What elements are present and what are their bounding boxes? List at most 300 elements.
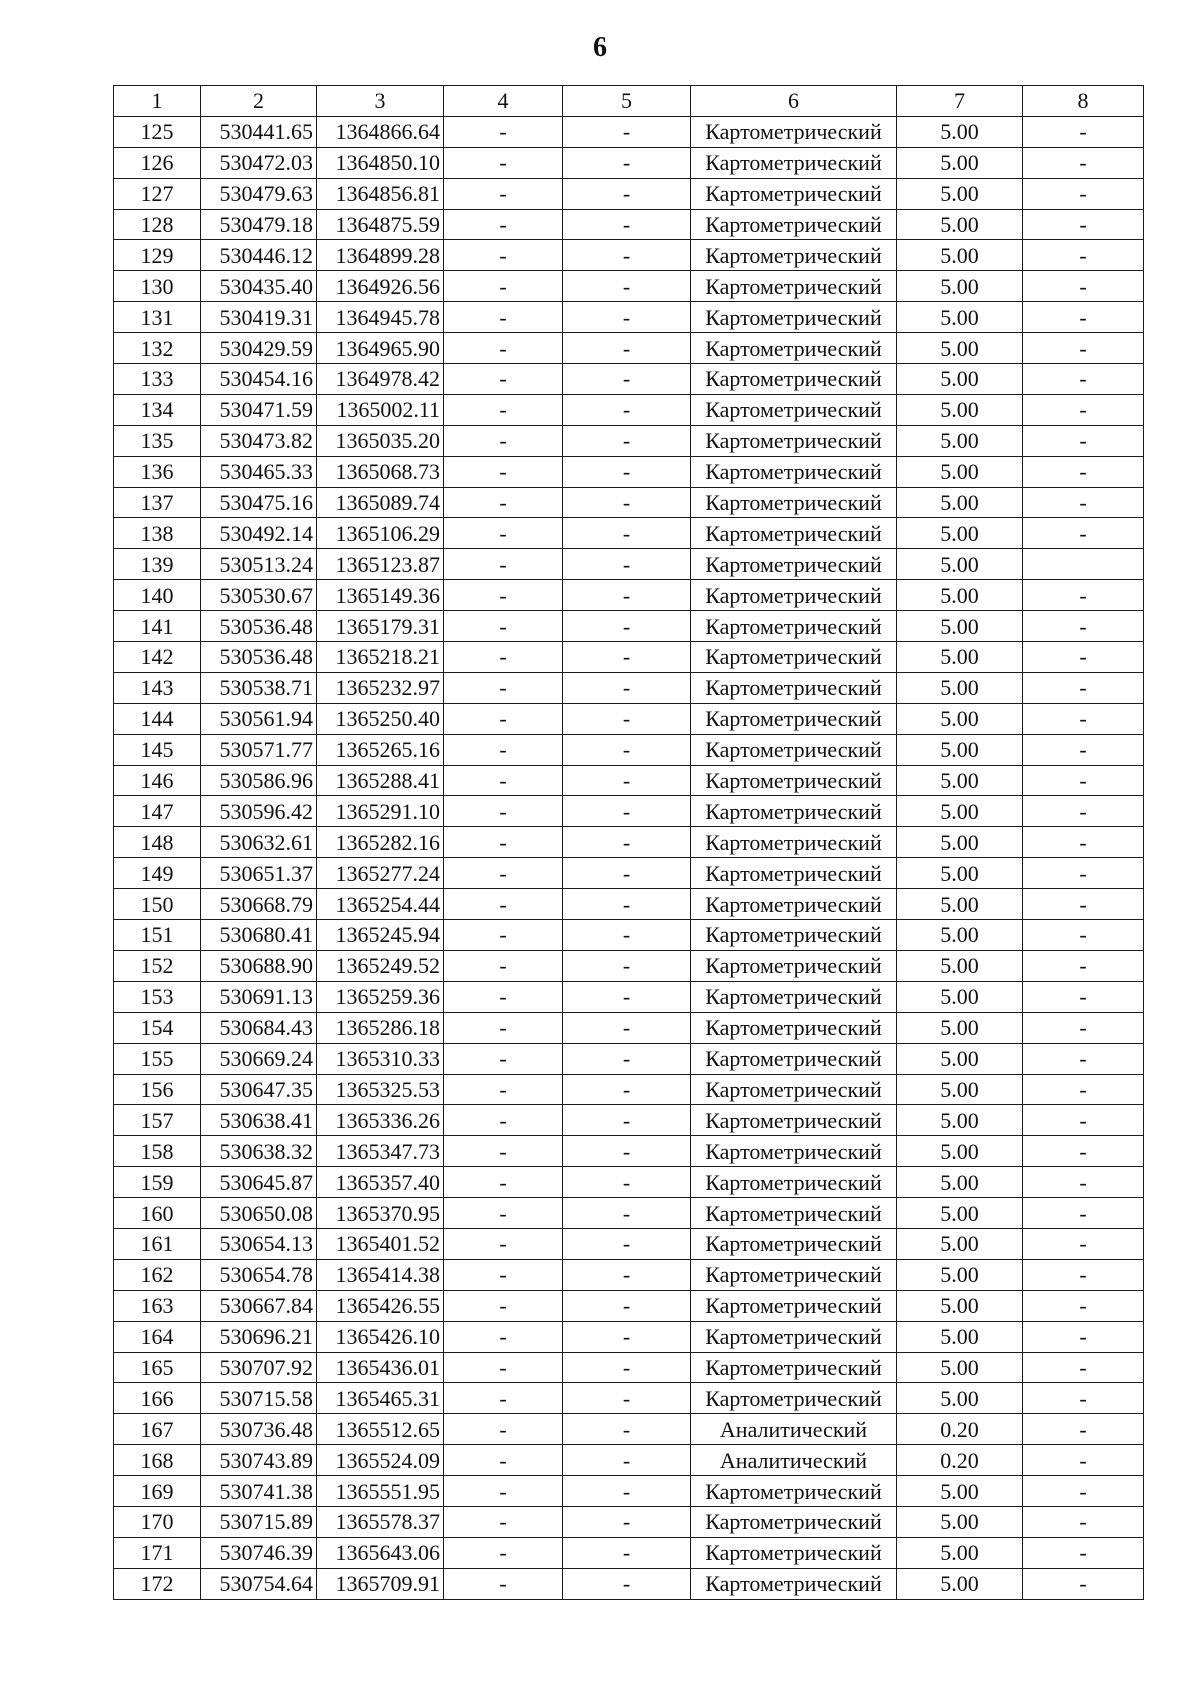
column-5-cell: - — [563, 1537, 691, 1568]
table-row — [114, 1476, 1144, 1507]
y-coordinate-cell: 1365254.44 — [317, 889, 444, 920]
method-cell: Картометрический — [691, 178, 897, 209]
column-8-cell: - — [1023, 1476, 1144, 1507]
x-coordinate-cell: 530654.13 — [201, 1228, 317, 1259]
column-header: 6 — [691, 86, 897, 117]
column-8-cell: - — [1023, 889, 1144, 920]
x-coordinate-cell: 530654.78 — [201, 1259, 317, 1290]
column-8-cell: - — [1023, 1198, 1144, 1229]
y-coordinate-cell: 1364965.90 — [317, 333, 444, 364]
column-4-cell: - — [444, 796, 563, 827]
table-row — [114, 425, 1144, 456]
point-number-cell: 163 — [114, 1290, 201, 1321]
y-coordinate-cell: 1365288.41 — [317, 765, 444, 796]
accuracy-cell: 5.00 — [897, 703, 1023, 734]
method-cell: Картометрический — [691, 580, 897, 611]
column-5-cell: - — [563, 1445, 691, 1476]
x-coordinate-cell: 530479.18 — [201, 209, 317, 240]
column-4-cell: - — [444, 456, 563, 487]
point-number-cell: 145 — [114, 734, 201, 765]
x-coordinate-cell: 530429.59 — [201, 333, 317, 364]
y-coordinate-cell: 1365068.73 — [317, 456, 444, 487]
column-8-cell: - — [1023, 116, 1144, 147]
accuracy-cell: 5.00 — [897, 549, 1023, 580]
column-5-cell: - — [563, 1352, 691, 1383]
table-row — [114, 950, 1144, 981]
y-coordinate-cell: 1365249.52 — [317, 950, 444, 981]
column-4-cell: - — [444, 1228, 563, 1259]
x-coordinate-cell: 530571.77 — [201, 734, 317, 765]
column-8-cell: - — [1023, 1043, 1144, 1074]
point-number-cell: 165 — [114, 1352, 201, 1383]
column-4-cell: - — [444, 827, 563, 858]
column-4-cell: - — [444, 580, 563, 611]
column-5-cell: - — [563, 1167, 691, 1198]
y-coordinate-cell: 1364866.64 — [317, 116, 444, 147]
column-5-cell: - — [563, 1476, 691, 1507]
column-8-cell: - — [1023, 425, 1144, 456]
point-number-cell: 143 — [114, 672, 201, 703]
y-coordinate-cell: 1365259.36 — [317, 981, 444, 1012]
column-8-cell: - — [1023, 518, 1144, 549]
table-row — [114, 765, 1144, 796]
accuracy-cell: 5.00 — [897, 487, 1023, 518]
column-5-cell: - — [563, 147, 691, 178]
y-coordinate-cell: 1364856.81 — [317, 178, 444, 209]
table-row — [114, 178, 1144, 209]
method-cell: Картометрический — [691, 549, 897, 580]
column-4-cell: - — [444, 950, 563, 981]
point-number-cell: 139 — [114, 549, 201, 580]
column-8-cell: - — [1023, 1012, 1144, 1043]
point-number-cell: 137 — [114, 487, 201, 518]
accuracy-cell: 5.00 — [897, 765, 1023, 796]
column-8-cell: - — [1023, 364, 1144, 395]
point-number-cell: 155 — [114, 1043, 201, 1074]
column-5-cell: - — [563, 116, 691, 147]
method-cell: Картометрический — [691, 703, 897, 734]
x-coordinate-cell: 530446.12 — [201, 240, 317, 271]
column-8-cell: - — [1023, 858, 1144, 889]
table-row — [114, 394, 1144, 425]
x-coordinate-cell: 530741.38 — [201, 1476, 317, 1507]
point-number-cell: 134 — [114, 394, 201, 425]
x-coordinate-cell: 530435.40 — [201, 271, 317, 302]
table-row — [114, 1445, 1144, 1476]
accuracy-cell: 5.00 — [897, 827, 1023, 858]
method-cell: Картометрический — [691, 364, 897, 395]
column-5-cell: - — [563, 827, 691, 858]
column-8-cell: - — [1023, 1259, 1144, 1290]
table-row — [114, 734, 1144, 765]
column-4-cell: - — [444, 1383, 563, 1414]
y-coordinate-cell: 1365286.18 — [317, 1012, 444, 1043]
accuracy-cell: 5.00 — [897, 1043, 1023, 1074]
method-cell: Картометрический — [691, 672, 897, 703]
accuracy-cell: 5.00 — [897, 271, 1023, 302]
column-4-cell: - — [444, 642, 563, 673]
table-row — [114, 1568, 1144, 1599]
table-row — [114, 147, 1144, 178]
x-coordinate-cell: 530668.79 — [201, 889, 317, 920]
x-coordinate-cell: 530475.16 — [201, 487, 317, 518]
column-4-cell: - — [444, 518, 563, 549]
table-row — [114, 580, 1144, 611]
method-cell: Картометрический — [691, 1537, 897, 1568]
table-row — [114, 518, 1144, 549]
x-coordinate-cell: 530707.92 — [201, 1352, 317, 1383]
point-number-cell: 171 — [114, 1537, 201, 1568]
column-8-cell: - — [1023, 950, 1144, 981]
accuracy-cell: 5.00 — [897, 333, 1023, 364]
point-number-cell: 125 — [114, 116, 201, 147]
table-row — [114, 1414, 1144, 1445]
x-coordinate-cell: 530513.24 — [201, 549, 317, 580]
y-coordinate-cell: 1365250.40 — [317, 703, 444, 734]
method-cell: Аналитический — [691, 1414, 897, 1445]
accuracy-cell: 0.20 — [897, 1414, 1023, 1445]
y-coordinate-cell: 1365426.10 — [317, 1321, 444, 1352]
column-4-cell: - — [444, 1352, 563, 1383]
point-number-cell: 169 — [114, 1476, 201, 1507]
x-coordinate-cell: 530530.67 — [201, 580, 317, 611]
y-coordinate-cell: 1365089.74 — [317, 487, 444, 518]
accuracy-cell: 5.00 — [897, 796, 1023, 827]
column-5-cell: - — [563, 364, 691, 395]
method-cell: Картометрический — [691, 858, 897, 889]
accuracy-cell: 5.00 — [897, 1568, 1023, 1599]
method-cell: Картометрический — [691, 116, 897, 147]
table-header-row — [114, 86, 1144, 117]
x-coordinate-cell: 530492.14 — [201, 518, 317, 549]
column-5-cell: - — [563, 858, 691, 889]
column-8-cell: - — [1023, 1445, 1144, 1476]
column-4-cell: - — [444, 1506, 563, 1537]
accuracy-cell: 5.00 — [897, 1537, 1023, 1568]
point-number-cell: 172 — [114, 1568, 201, 1599]
column-8-cell: - — [1023, 580, 1144, 611]
accuracy-cell: 5.00 — [897, 1352, 1023, 1383]
column-5-cell: - — [563, 1228, 691, 1259]
column-5-cell: - — [563, 1290, 691, 1321]
y-coordinate-cell: 1365265.16 — [317, 734, 444, 765]
y-coordinate-cell: 1365232.97 — [317, 672, 444, 703]
method-cell: Картометрический — [691, 518, 897, 549]
column-5-cell: - — [563, 950, 691, 981]
method-cell: Картометрический — [691, 1383, 897, 1414]
y-coordinate-cell: 1365401.52 — [317, 1228, 444, 1259]
accuracy-cell: 5.00 — [897, 889, 1023, 920]
method-cell: Картометрический — [691, 1321, 897, 1352]
x-coordinate-cell: 530638.41 — [201, 1105, 317, 1136]
point-number-cell: 167 — [114, 1414, 201, 1445]
y-coordinate-cell: 1365347.73 — [317, 1136, 444, 1167]
column-8-cell: - — [1023, 302, 1144, 333]
method-cell: Картометрический — [691, 333, 897, 364]
table-row — [114, 611, 1144, 642]
x-coordinate-cell: 530536.48 — [201, 642, 317, 673]
accuracy-cell: 5.00 — [897, 1167, 1023, 1198]
method-cell: Картометрический — [691, 889, 897, 920]
point-number-cell: 159 — [114, 1167, 201, 1198]
column-5-cell: - — [563, 611, 691, 642]
y-coordinate-cell: 1365325.53 — [317, 1074, 444, 1105]
method-cell: Картометрический — [691, 1352, 897, 1383]
column-5-cell: - — [563, 333, 691, 364]
table-row — [114, 1383, 1144, 1414]
point-number-cell: 151 — [114, 920, 201, 951]
column-4-cell: - — [444, 1074, 563, 1105]
x-coordinate-cell: 530538.71 — [201, 672, 317, 703]
method-cell: Картометрический — [691, 456, 897, 487]
accuracy-cell: 5.00 — [897, 1383, 1023, 1414]
method-cell: Картометрический — [691, 796, 897, 827]
method-cell: Картометрический — [691, 487, 897, 518]
column-4-cell: - — [444, 1259, 563, 1290]
y-coordinate-cell: 1364899.28 — [317, 240, 444, 271]
table-row — [114, 549, 1144, 580]
table-row — [114, 827, 1144, 858]
accuracy-cell: 5.00 — [897, 1105, 1023, 1136]
x-coordinate-cell: 530638.32 — [201, 1136, 317, 1167]
method-cell: Аналитический — [691, 1445, 897, 1476]
point-number-cell: 152 — [114, 950, 201, 981]
column-8-cell: - — [1023, 1074, 1144, 1105]
accuracy-cell: 5.00 — [897, 302, 1023, 333]
x-coordinate-cell: 530736.48 — [201, 1414, 317, 1445]
point-number-cell: 130 — [114, 271, 201, 302]
table-row — [114, 209, 1144, 240]
point-number-cell: 142 — [114, 642, 201, 673]
table-body — [114, 116, 1144, 1599]
point-number-cell: 135 — [114, 425, 201, 456]
table-row — [114, 116, 1144, 147]
point-number-cell: 126 — [114, 147, 201, 178]
accuracy-cell: 5.00 — [897, 1012, 1023, 1043]
y-coordinate-cell: 1365512.65 — [317, 1414, 444, 1445]
accuracy-cell: 5.00 — [897, 672, 1023, 703]
y-coordinate-cell: 1365709.91 — [317, 1568, 444, 1599]
column-4-cell: - — [444, 549, 563, 580]
column-4-cell: - — [444, 920, 563, 951]
x-coordinate-cell: 530479.63 — [201, 178, 317, 209]
x-coordinate-cell: 530715.89 — [201, 1506, 317, 1537]
table-row — [114, 858, 1144, 889]
column-8-cell: - — [1023, 920, 1144, 951]
y-coordinate-cell: 1365436.01 — [317, 1352, 444, 1383]
method-cell: Картометрический — [691, 1012, 897, 1043]
column-4-cell: - — [444, 672, 563, 703]
x-coordinate-cell: 530667.84 — [201, 1290, 317, 1321]
column-header: 5 — [563, 86, 691, 117]
x-coordinate-cell: 530715.58 — [201, 1383, 317, 1414]
column-5-cell: - — [563, 672, 691, 703]
point-number-cell: 141 — [114, 611, 201, 642]
column-8-cell: - — [1023, 765, 1144, 796]
column-4-cell: - — [444, 271, 563, 302]
column-4-cell: - — [444, 1105, 563, 1136]
accuracy-cell: 5.00 — [897, 1136, 1023, 1167]
column-4-cell: - — [444, 1568, 563, 1599]
table-row — [114, 1506, 1144, 1537]
point-number-cell: 138 — [114, 518, 201, 549]
column-5-cell: - — [563, 920, 691, 951]
accuracy-cell: 5.00 — [897, 116, 1023, 147]
accuracy-cell: 5.00 — [897, 178, 1023, 209]
method-cell: Картометрический — [691, 1074, 897, 1105]
y-coordinate-cell: 1365370.95 — [317, 1198, 444, 1229]
accuracy-cell: 5.00 — [897, 1259, 1023, 1290]
method-cell: Картометрический — [691, 394, 897, 425]
column-5-cell: - — [563, 1012, 691, 1043]
x-coordinate-cell: 530419.31 — [201, 302, 317, 333]
x-coordinate-cell: 530754.64 — [201, 1568, 317, 1599]
column-4-cell: - — [444, 116, 563, 147]
x-coordinate-cell: 530454.16 — [201, 364, 317, 395]
accuracy-cell: 5.00 — [897, 580, 1023, 611]
method-cell: Картометрический — [691, 209, 897, 240]
column-8-cell: - — [1023, 827, 1144, 858]
accuracy-cell: 5.00 — [897, 920, 1023, 951]
x-coordinate-cell: 530651.37 — [201, 858, 317, 889]
x-coordinate-cell: 530684.43 — [201, 1012, 317, 1043]
method-cell: Картометрический — [691, 1167, 897, 1198]
column-8-cell: - — [1023, 1414, 1144, 1445]
accuracy-cell: 5.00 — [897, 209, 1023, 240]
table-row — [114, 333, 1144, 364]
method-cell: Картометрический — [691, 1105, 897, 1136]
x-coordinate-cell: 530632.61 — [201, 827, 317, 858]
page-number: 6 — [593, 32, 607, 63]
column-4-cell: - — [444, 765, 563, 796]
point-number-cell: 157 — [114, 1105, 201, 1136]
x-coordinate-cell: 530472.03 — [201, 147, 317, 178]
column-header: 1 — [114, 86, 201, 117]
accuracy-cell: 5.00 — [897, 734, 1023, 765]
column-4-cell: - — [444, 734, 563, 765]
column-4-cell: - — [444, 333, 563, 364]
table-row — [114, 1136, 1144, 1167]
accuracy-cell: 5.00 — [897, 425, 1023, 456]
table-row — [114, 889, 1144, 920]
accuracy-cell: 5.00 — [897, 1290, 1023, 1321]
column-8-cell: - — [1023, 1352, 1144, 1383]
table-row — [114, 1259, 1144, 1290]
column-4-cell: - — [444, 487, 563, 518]
y-coordinate-cell: 1365245.94 — [317, 920, 444, 951]
point-number-cell: 154 — [114, 1012, 201, 1043]
column-8-cell: - — [1023, 456, 1144, 487]
x-coordinate-cell: 530471.59 — [201, 394, 317, 425]
table-row — [114, 1043, 1144, 1074]
x-coordinate-cell: 530586.96 — [201, 765, 317, 796]
point-number-cell: 146 — [114, 765, 201, 796]
method-cell: Картометрический — [691, 1259, 897, 1290]
column-4-cell: - — [444, 981, 563, 1012]
x-coordinate-cell: 530596.42 — [201, 796, 317, 827]
column-header: 3 — [317, 86, 444, 117]
y-coordinate-cell: 1364926.56 — [317, 271, 444, 302]
column-5-cell: - — [563, 178, 691, 209]
table-row — [114, 1290, 1144, 1321]
table-row — [114, 1198, 1144, 1229]
column-5-cell: - — [563, 734, 691, 765]
method-cell: Картометрический — [691, 827, 897, 858]
column-5-cell: - — [563, 981, 691, 1012]
column-8-cell: - — [1023, 672, 1144, 703]
table-row — [114, 240, 1144, 271]
column-4-cell: - — [444, 1043, 563, 1074]
method-cell: Картометрический — [691, 1043, 897, 1074]
table-row — [114, 1167, 1144, 1198]
column-8-cell: - — [1023, 1383, 1144, 1414]
point-number-cell: 131 — [114, 302, 201, 333]
column-8-cell: - — [1023, 1321, 1144, 1352]
y-coordinate-cell: 1364945.78 — [317, 302, 444, 333]
column-5-cell: - — [563, 1136, 691, 1167]
x-coordinate-cell: 530473.82 — [201, 425, 317, 456]
x-coordinate-cell: 530746.39 — [201, 1537, 317, 1568]
y-coordinate-cell: 1365035.20 — [317, 425, 444, 456]
x-coordinate-cell: 530647.35 — [201, 1074, 317, 1105]
column-5-cell: - — [563, 1043, 691, 1074]
accuracy-cell: 5.00 — [897, 1198, 1023, 1229]
method-cell: Картометрический — [691, 302, 897, 333]
accuracy-cell: 5.00 — [897, 147, 1023, 178]
column-8-cell: - — [1023, 178, 1144, 209]
method-cell: Картометрический — [691, 611, 897, 642]
table-row — [114, 1537, 1144, 1568]
column-8-cell: - — [1023, 1136, 1144, 1167]
table-row — [114, 1228, 1144, 1259]
column-4-cell: - — [444, 1414, 563, 1445]
column-4-cell: - — [444, 302, 563, 333]
point-number-cell: 150 — [114, 889, 201, 920]
method-cell: Картометрический — [691, 1198, 897, 1229]
method-cell: Картометрический — [691, 642, 897, 673]
point-number-cell: 140 — [114, 580, 201, 611]
column-4-cell: - — [444, 1136, 563, 1167]
column-8-cell: - — [1023, 642, 1144, 673]
column-5-cell: - — [563, 1105, 691, 1136]
method-cell: Картометрический — [691, 271, 897, 302]
accuracy-cell: 5.00 — [897, 364, 1023, 395]
accuracy-cell: 5.00 — [897, 611, 1023, 642]
point-number-cell: 132 — [114, 333, 201, 364]
table-row — [114, 1012, 1144, 1043]
y-coordinate-cell: 1365277.24 — [317, 858, 444, 889]
y-coordinate-cell: 1365465.31 — [317, 1383, 444, 1414]
x-coordinate-cell: 530561.94 — [201, 703, 317, 734]
column-header: 8 — [1023, 86, 1144, 117]
point-number-cell: 133 — [114, 364, 201, 395]
table-row — [114, 1074, 1144, 1105]
column-header: 7 — [897, 86, 1023, 117]
point-number-cell: 147 — [114, 796, 201, 827]
table-row — [114, 672, 1144, 703]
x-coordinate-cell: 530680.41 — [201, 920, 317, 951]
y-coordinate-cell: 1364875.59 — [317, 209, 444, 240]
column-4-cell: - — [444, 1476, 563, 1507]
column-4-cell: - — [444, 394, 563, 425]
x-coordinate-cell: 530465.33 — [201, 456, 317, 487]
accuracy-cell: 5.00 — [897, 642, 1023, 673]
column-header: 2 — [201, 86, 317, 117]
y-coordinate-cell: 1365336.26 — [317, 1105, 444, 1136]
y-coordinate-cell: 1365179.31 — [317, 611, 444, 642]
method-cell: Картометрический — [691, 950, 897, 981]
accuracy-cell: 5.00 — [897, 1476, 1023, 1507]
